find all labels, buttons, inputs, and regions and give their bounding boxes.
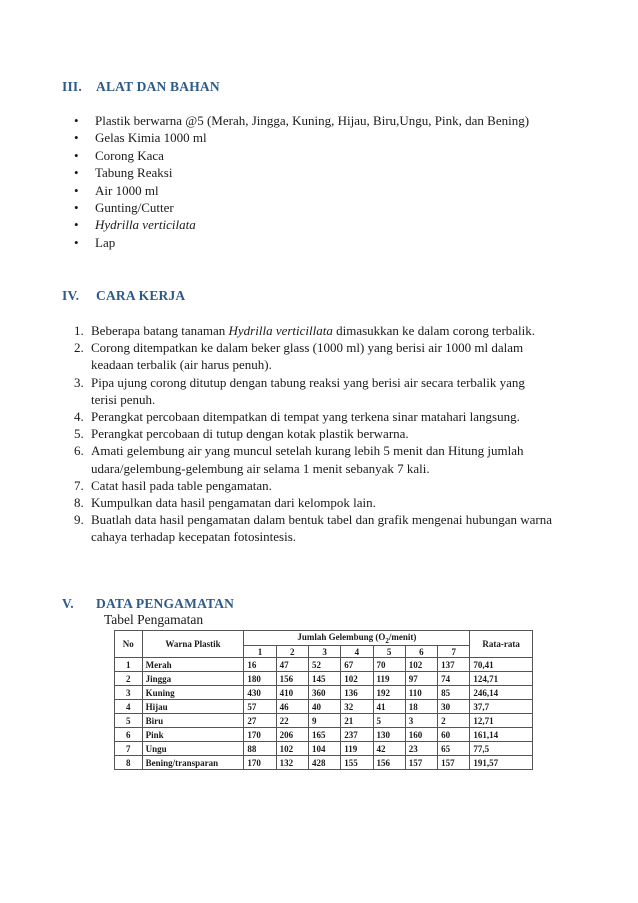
section-title: CARA KERJA [96,288,186,303]
list-item: • Tabung Reaksi [74,165,173,181]
cell-value: 156 [373,756,405,770]
bullet-icon: • [74,200,79,216]
cell-value: 57 [244,700,276,714]
cell-value: 110 [405,686,437,700]
table-row [115,686,533,700]
header-col: 6 [405,646,437,658]
cell-value: 160 [405,728,437,742]
cell-value: 60 [438,728,470,742]
cell-rata: 161,14 [470,728,533,742]
cell-warna: Merah [142,658,244,672]
cell-rata: 37,7 [470,700,533,714]
cell-warna: Hijau [142,700,244,714]
table-row [115,728,533,742]
cell-value: 180 [244,672,276,686]
cell-no: 7 [115,742,143,756]
cell-value: 170 [244,756,276,770]
list-item: 8. Kumpulkan data hasil pengamatan dari kelompok lain. [74,495,376,511]
steps-list [74,322,554,546]
header-jumlah: Jumlah Gelembung $(O_2/menit)$ [244,631,470,646]
section-heading-data [62,596,234,612]
cell-value: 65 [438,742,470,756]
cell-value: 170 [244,728,276,742]
cell-value: 237 [341,728,373,742]
cell-value: 2 [438,714,470,728]
cell-no: 5 [115,714,143,728]
cell-rata: 77,5 [470,742,533,756]
cell-value: 21 [341,714,373,728]
cell-warna: Ungu [142,742,244,756]
list-item: 3. Pipa ujung corong ditutup dengan tabung reaksi yang berisi air secara terbalik yang terisi penuh. [74,374,525,407]
cell-no: 4 [115,700,143,714]
header-rata: Rata-rata [470,631,533,658]
bullet-icon: • [74,234,79,250]
cell-value: 119 [373,672,405,686]
bullet-icon: • [74,130,79,146]
cell-value: 102 [405,658,437,672]
cell-warna: Pink [142,728,244,742]
observation-table [114,630,533,770]
cell-value: 428 [308,756,340,770]
cell-value: 156 [276,672,308,686]
cell-value: 22 [276,714,308,728]
cell-value: 88 [244,742,276,756]
header-col: 4 [341,646,373,658]
cell-value: 40 [308,700,340,714]
header-col: 1 [244,646,276,658]
cell-value: 157 [405,756,437,770]
cell-value: 410 [276,686,308,700]
cell-value: 192 [373,686,405,700]
cell-value: 136 [341,686,373,700]
cell-rata: 246,14 [470,686,533,700]
cell-value: 85 [438,686,470,700]
cell-value: 102 [341,672,373,686]
list-item: • Plastik berwarna @5 (Merah, Jingga, Kuning, Hijau, Biru,Ungu, Pink, dan Bening) [74,113,530,128]
table-caption: Tabel Pengamatan [104,612,204,627]
cell-value: 32 [341,700,373,714]
cell-value: 104 [308,742,340,756]
cell-value: 145 [308,672,340,686]
cell-warna: Kuning [142,686,244,700]
bullet-icon: • [74,147,79,163]
table-header-row [115,631,533,646]
cell-value: 119 [341,742,373,756]
cell-value: 42 [373,742,405,756]
cell-value: 16 [244,658,276,672]
cell-value: 27 [244,714,276,728]
cell-value: 102 [276,742,308,756]
list-item: 9. Buatlah data hasil pengamatan dalam bentuk tabel dan grafik mengenai hubungan warna cahaya terhadap kecepatan fotosintesis. [74,512,552,545]
table-row [115,714,533,728]
cell-warna: Biru [142,714,244,728]
list-item: 1. Beberapa batang tanaman Hydrilla verticillata dimasukkan ke dalam corong terbalik. [74,323,536,338]
cell-value: 3 [405,714,437,728]
cell-value: 46 [276,700,308,714]
cell-value: 206 [276,728,308,742]
table-row [115,672,533,686]
table-row [115,658,533,672]
cell-value: 52 [308,658,340,672]
cell-value: 430 [244,686,276,700]
table-row [115,700,533,714]
section-title: ALAT DAN BAHAN [96,79,220,94]
header-no: No [115,631,143,658]
cell-rata: 12,71 [470,714,533,728]
cell-value: 132 [276,756,308,770]
cell-rata: 124,71 [470,672,533,686]
cell-no: 1 [115,658,143,672]
cell-value: 5 [373,714,405,728]
cell-value: 18 [405,700,437,714]
cell-no: 3 [115,686,143,700]
cell-warna: Jingga [142,672,244,686]
cell-value: 137 [438,658,470,672]
cell-no: 6 [115,728,143,742]
cell-value: 360 [308,686,340,700]
cell-value: 74 [438,672,470,686]
list-item: 7. Catat hasil pada table pengamatan. [74,477,272,493]
section-number: III. [62,79,82,94]
cell-value: 67 [341,658,373,672]
bullet-icon: • [74,182,79,198]
section-title: DATA PENGAMATAN [96,596,235,611]
section-heading-alat [62,79,220,95]
list-item: • Gelas Kimia 1000 ml [74,130,207,146]
cell-no: 2 [115,672,143,686]
header-warna: Warna Plastik [142,631,244,658]
bullet-icon: • [74,217,79,233]
cell-value: 70 [373,658,405,672]
list-item: 2. Corong ditempatkan ke dalam beker glass (1000 ml) yang berisi air 1000 ml dalam keadaan terbalik (air harus penuh). [74,340,524,373]
table-row [115,756,533,770]
cell-warna: Bening/transparan [142,756,244,770]
header-col: 7 [438,646,470,658]
header-col: 5 [373,646,405,658]
cell-value: 157 [438,756,470,770]
section-heading-cara [62,288,185,304]
header-col: 2 [276,646,308,658]
cell-value: 41 [373,700,405,714]
cell-value: 97 [405,672,437,686]
section-number: V. [62,596,74,611]
list-item: • Air 1000 ml [74,182,159,198]
header-col: 3 [308,646,340,658]
list-item: • Gunting/Cutter [74,200,174,216]
bullet-icon: • [74,113,79,128]
cell-no: 8 [115,756,143,770]
cell-value: 130 [373,728,405,742]
cell-value: 30 [438,700,470,714]
cell-value: 155 [341,756,373,770]
section-number: IV. [62,288,80,303]
cell-value: 23 [405,742,437,756]
cell-value: 47 [276,658,308,672]
materials-list [74,112,544,251]
cell-rata: 70,41 [470,658,533,672]
bullet-icon: • [74,165,79,181]
list-item: • Hydrilla verticilata [74,217,196,233]
table-row [115,742,533,756]
list-item: 4. Perangkat percobaan ditempatkan di tempat yang terkena sinar matahari langsung. [74,409,520,425]
list-item: 5. Perangkat percobaan di tutup dengan kotak plastik berwarna. [74,426,409,442]
table-body [115,658,533,770]
list-item: • Corong Kaca [74,147,164,163]
cell-value: 165 [308,728,340,742]
cell-rata: 191,57 [470,756,533,770]
list-item: • Lap [74,234,116,250]
cell-value: 9 [308,714,340,728]
list-item: 6. Amati gelembung air yang muncul setelah kurang lebih 5 menit dan Hitung jumlah udara/gelembung-gelembung air selama 1 menit sebanyak 7 kali. [74,443,524,476]
